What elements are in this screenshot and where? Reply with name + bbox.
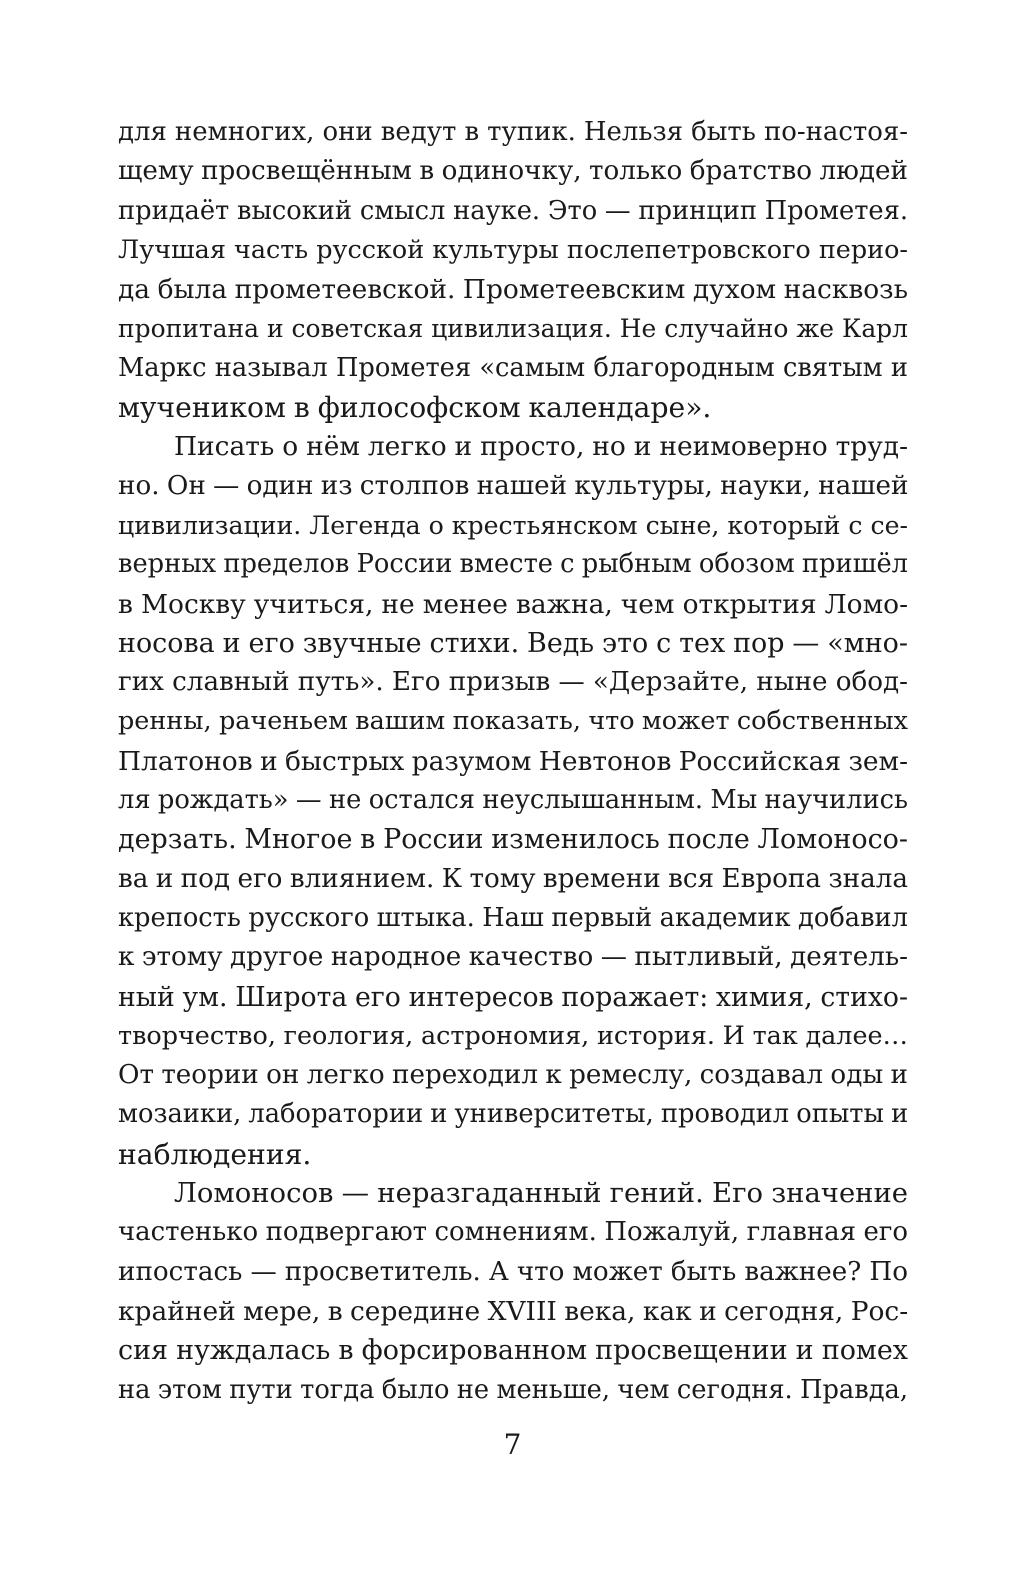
text-line: ля рождать» — не остался неуслышанным. Мы научились (118, 785, 908, 816)
text-line: пропитана и советская цивилизация. Не случайно же Карл (118, 314, 908, 344)
paragraph-2 (118, 427, 908, 1174)
text-line: на этом пути тогда было не меньше, чем сегодня. Правда, (118, 1374, 908, 1405)
text-line: творчество, геология, астрономия, история. И так далее… (118, 1020, 908, 1051)
page-number: 7 (503, 1428, 522, 1461)
text-line: ренны, раченьем вашим показать, что может собственных (118, 706, 908, 737)
text-line: но. Он — один из столпов нашей культуры, науки, нашей (118, 470, 909, 501)
text-line: к этому другое народное качество — пытливый, деятель- (118, 942, 908, 973)
text-line: ипостась — просветитель. А что может быть важнее? По (118, 1256, 908, 1287)
body-text (118, 113, 908, 1410)
text-line: для немногих, они ведут в тупик. Нельзя быть по-настоя- (118, 117, 908, 147)
text-line: ва и под его влиянием. К тому времени вся Европа знала (118, 863, 908, 894)
text-line: Писать о нём легко и просто, но и неимоверно труд- (174, 431, 908, 463)
text-line: Платонов и быстрых разумом Невтонов Российская зем- (118, 745, 909, 777)
text-line: Ломоносов — неразгаданный гений. Его значение (174, 1178, 908, 1210)
text-line: в Москву учиться, не менее важна, чем открытия Ломо- (118, 588, 908, 620)
text-line: Лучшая часть русской культуры послепетровского перио- (118, 234, 908, 265)
text-line: наблюдения. (118, 1137, 312, 1171)
text-line: да была прометеевской. Прометеевским духом насквозь (118, 274, 908, 306)
text-line: верных пределов России вместе с рыбным обозом пришёл (118, 549, 908, 580)
text-line: мозаики, лаборатории и университеты, проводил опыты и (118, 1099, 909, 1130)
text-line: Маркс называл Прометея «самым благородным святым и (118, 352, 908, 383)
text-line: От теории он легко переходил к ремеслу, создавал оды и (118, 1060, 908, 1091)
text-line: цивилизации. Легенда о крестьянском сыне, который с се- (118, 510, 908, 540)
text-line: щему просвещённым в одиночку, только братство людей (118, 156, 908, 187)
text-line: сия нуждалась в форсированном просвещении и помех (118, 1335, 908, 1367)
text-line: придаёт высокий смысл науке. Это — принцип Прометея. (118, 195, 908, 226)
text-line: мучеником в философском календаре». (118, 391, 712, 425)
text-line: ный ум. Широта его интересов поражает: химия, стихо- (118, 981, 908, 1013)
paragraph-3 (118, 1174, 908, 1410)
text-line: дерзать. Многое в России изменилось после Ломоносо- (118, 824, 908, 856)
paragraph-1 (118, 113, 908, 427)
text-line: носова и его звучные стихи. Ведь это с тех пор — «мно- (118, 627, 908, 659)
text-line: частенько подвергают сомнениям. Пожалуй, главная его (118, 1217, 908, 1248)
text-line: крепость русского штыка. Наш первый академик добавил (118, 902, 908, 933)
text-line: гих славный путь». Его призыв — «Дерзайте, ныне обод- (118, 667, 908, 698)
text-line: крайней мере, в середине XVIII века, как и сегодня, Рос- (118, 1295, 909, 1327)
